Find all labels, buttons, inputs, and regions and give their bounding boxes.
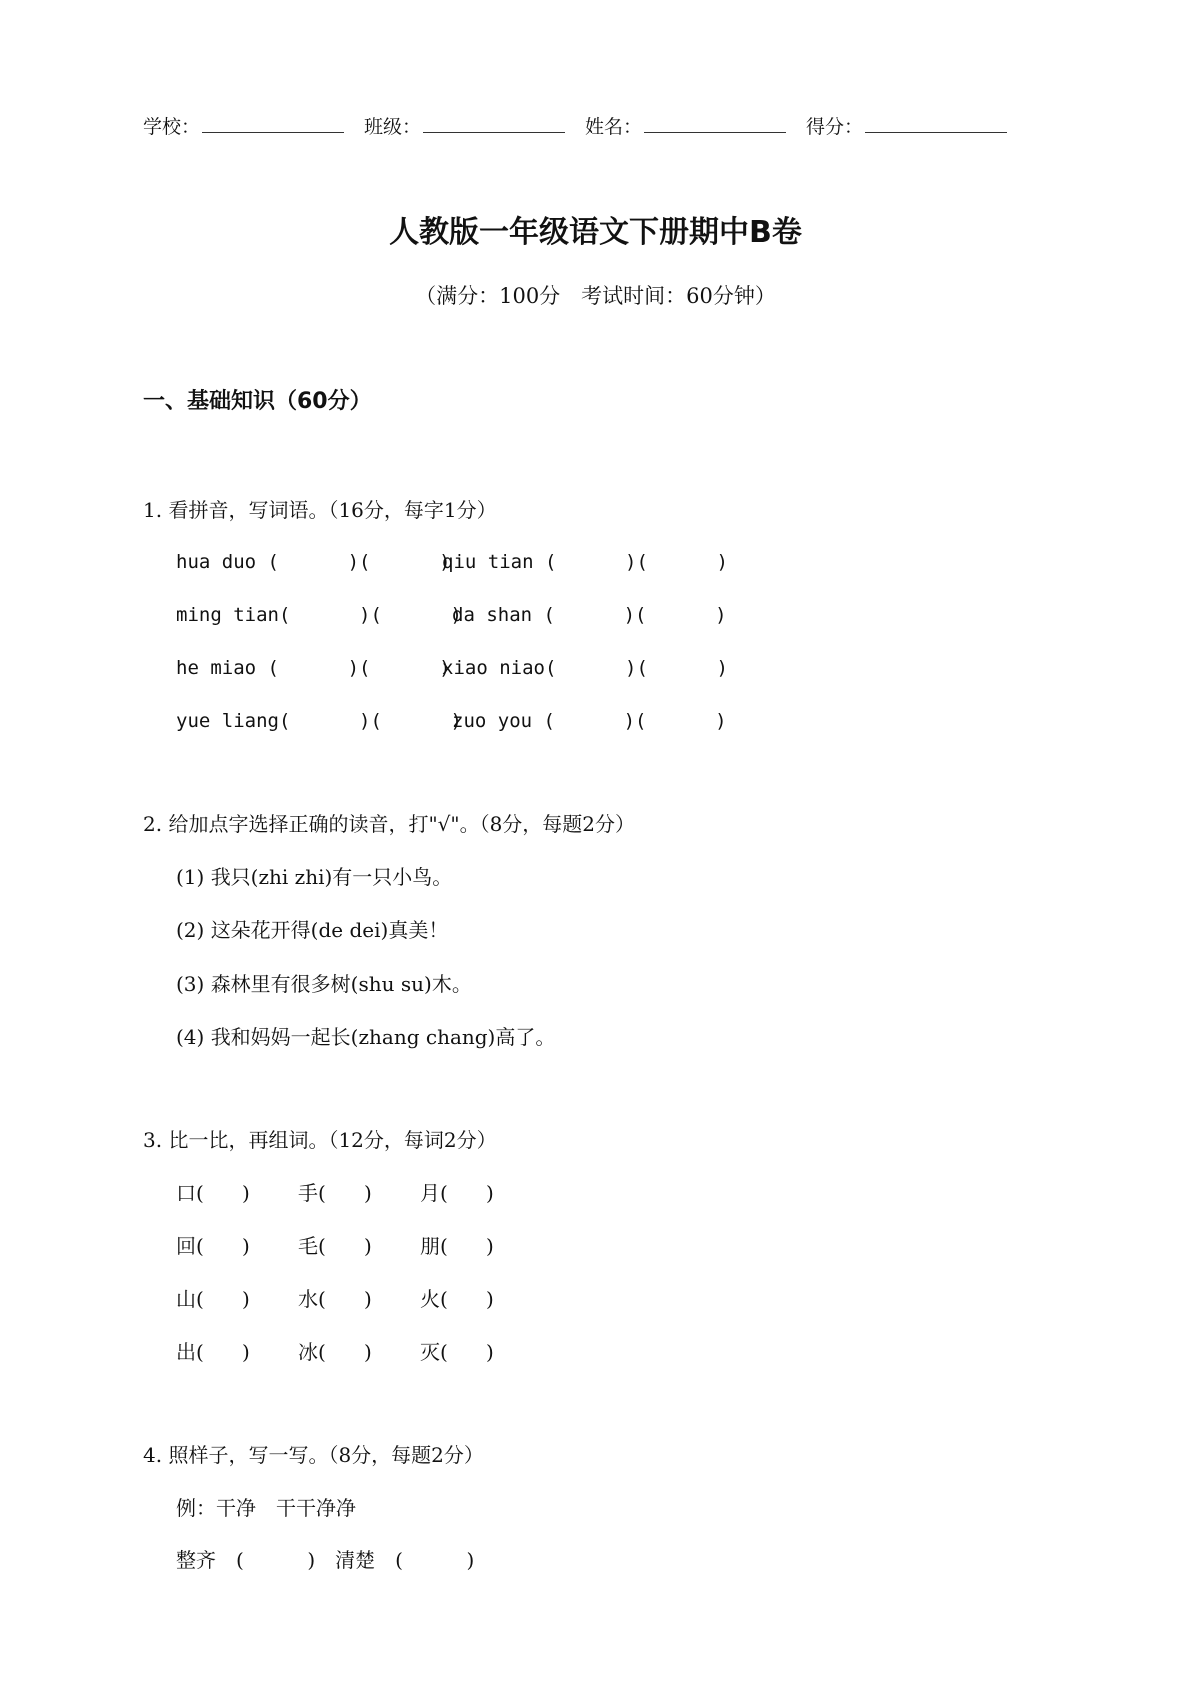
q3-cell[interactable]: 朋( ) [420, 1234, 494, 1258]
name-field [585, 118, 786, 137]
score-label: 得分： [806, 116, 864, 138]
q1-row-4-left[interactable]: yue liang( )( ) [176, 710, 462, 732]
school-blank[interactable] [202, 118, 344, 133]
page-subtitle: （满分：100分 考试时间：60分钟） [415, 284, 776, 308]
q3-cell[interactable]: 手( ) [298, 1181, 372, 1205]
question-3-prompt: 3. 比一比，再组词。（12分，每词2分） [143, 1128, 497, 1152]
q1-row-2-left[interactable]: ming tian( )( ) [176, 604, 462, 626]
q2-item-3[interactable]: (3) 森林里有很多树(shu su)木。 [176, 972, 472, 996]
q2-item-4[interactable]: (4) 我和妈妈一起长(zhang chang)高了。 [176, 1025, 556, 1049]
q1-row-3-left[interactable]: he miao ( )( ) [176, 657, 451, 679]
q3-cell[interactable]: 火( ) [420, 1287, 494, 1311]
question-4-prompt: 4. 照样子，写一写。（8分，每题2分） [143, 1443, 484, 1467]
section-heading: 一、基础知识（60分） [143, 389, 372, 414]
q4-example: 例：干净 干干净净 [176, 1496, 356, 1520]
q3-cell[interactable]: 山( ) [176, 1287, 250, 1311]
q1-row-1-left[interactable]: hua duo ( )( ) [176, 551, 451, 573]
q3-cell[interactable]: 冰( ) [298, 1340, 372, 1364]
q1-row-4-right[interactable]: zuo you ( )( ) [452, 710, 727, 732]
name-label: 姓名： [585, 116, 643, 138]
score-field [806, 118, 1007, 137]
q3-cell[interactable]: 月( ) [420, 1181, 494, 1205]
q4-answer-line[interactable]: 整齐 ( ) 清楚 ( ) [176, 1548, 475, 1572]
class-field [364, 118, 565, 137]
q3-cell[interactable]: 出( ) [176, 1340, 250, 1364]
question-2-prompt: 2. 给加点字选择正确的读音，打"√"。（8分，每题2分） [143, 812, 636, 836]
score-blank[interactable] [865, 118, 1007, 133]
question-1-prompt: 1. 看拼音，写词语。（16分，每字1分） [143, 498, 497, 522]
q3-cell[interactable]: 口( ) [176, 1181, 250, 1205]
q3-cell[interactable]: 灭( ) [420, 1340, 494, 1364]
q1-row-3-right[interactable]: xiao niao( )( ) [442, 657, 728, 679]
school-field [143, 118, 344, 137]
q3-cell[interactable]: 水( ) [298, 1287, 372, 1311]
page-title: 人教版一年级语文下册期中B卷 [389, 215, 802, 250]
q1-row-1-right[interactable]: qiu tian ( )( ) [442, 551, 728, 573]
class-blank[interactable] [423, 118, 565, 133]
q3-cell[interactable]: 回( ) [176, 1234, 250, 1258]
q2-item-1[interactable]: (1) 我只(zhi zhi)有一只小鸟。 [176, 865, 453, 889]
q2-item-2[interactable]: (2) 这朵花开得(de dei)真美！ [176, 918, 449, 942]
name-blank[interactable] [644, 118, 786, 133]
class-label: 班级： [364, 116, 422, 138]
q1-row-2-right[interactable]: da shan ( )( ) [452, 604, 727, 626]
school-label: 学校： [143, 116, 201, 138]
q3-cell[interactable]: 毛( ) [298, 1234, 372, 1258]
